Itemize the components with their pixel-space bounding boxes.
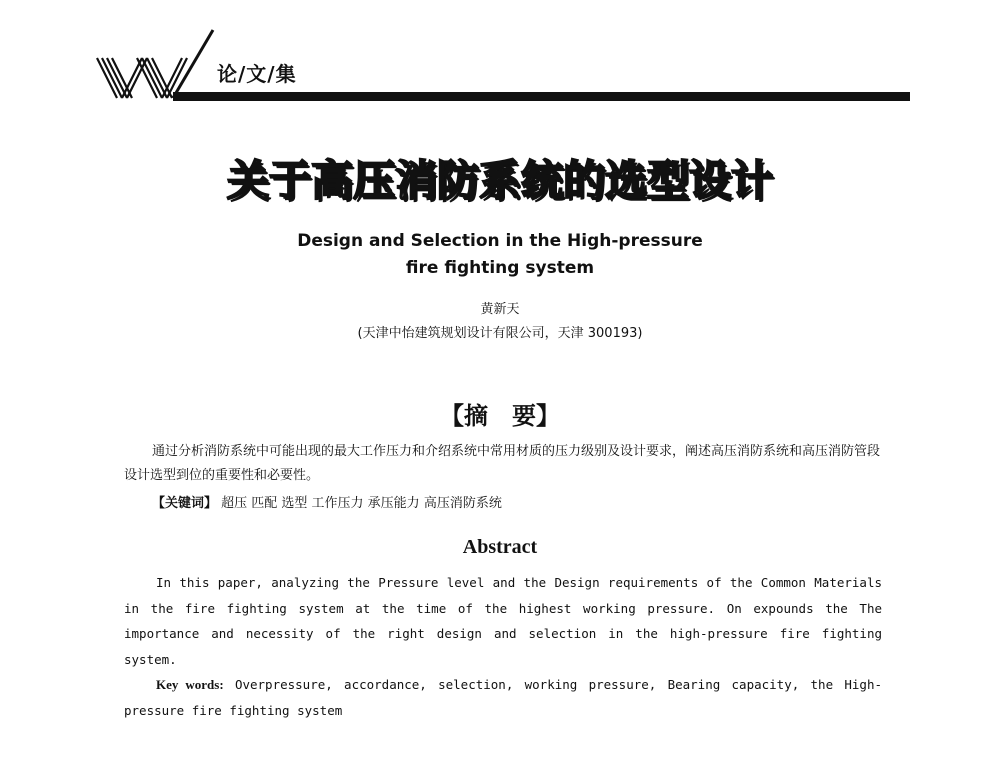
author-name: 黄新天 — [480, 302, 520, 317]
keywords-en-list: Overpressure, accordance, selection, working pressure, Bearing capacity, the High-pressure fire fighting system — [124, 677, 882, 718]
keywords-en-label: Key words: — [156, 677, 224, 692]
article-title-cn: 关于高压消防系统的选型设计 — [226, 156, 773, 205]
abstract-heading-cn: 【摘 要】 — [440, 402, 560, 430]
abstract-heading-en: Abstract — [462, 536, 538, 558]
header-rule — [173, 92, 910, 101]
abstract-body-cn: 通过分析消防系统中可能出现的最大工作压力和介绍系统中常用材质的压力级别及设计要求，阐述高压消防系统和高压消防管段设计选型到位的重要性和必要性。 — [124, 444, 881, 483]
article-title-en-line2: fire fighting system — [405, 258, 595, 278]
article-title-en — [0, 228, 1000, 282]
abstract-body-en: In this paper, analyzing the Pressure level and the Design requirements of the Common Materials in the fire fighting system at the time of the highest working pressure. On expounds the The importance and necessity of the right design and selection in the high-pressure fire fighting system. — [124, 575, 882, 667]
section-label: 论/文/集 — [217, 62, 297, 86]
article-title-en-line1: Design and Selection in the High-pressure — [297, 231, 703, 251]
keywords-en — [124, 672, 882, 723]
keywords-cn-list: 超压 匹配 选型 工作压力 承压能力 高压消防系统 — [221, 496, 502, 511]
keywords-cn — [152, 492, 502, 511]
journal-header — [95, 28, 910, 103]
author-affiliation: (天津中怡建筑规划设计有限公司，天津 300193) — [357, 326, 643, 341]
keywords-cn-label: 【关键词】 — [152, 496, 218, 511]
